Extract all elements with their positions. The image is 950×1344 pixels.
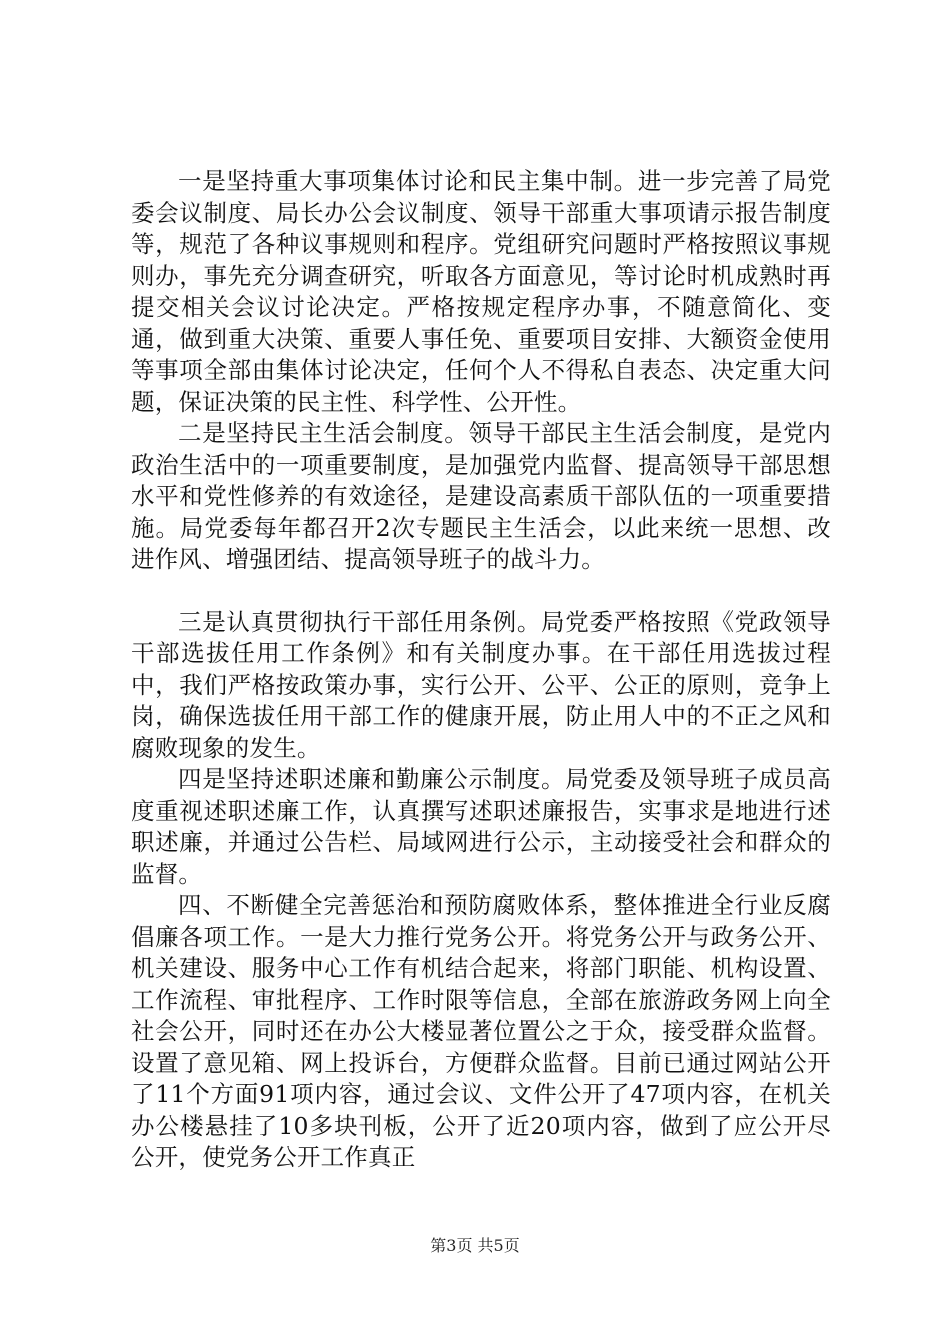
- document-body: [131, 166, 831, 1174]
- paragraph-1: 一是坚持重大事项集体讨论和民主集中制。进一步完善了局党委会议制度、局长办公会议制度、领导干部重大事项请示报告制度等，规范了各种议事规则和程序。党组研究问题时严格按照议事规则办，事先充分调查研究，听取各方面意见，等讨论时机成熟时再提交相关会议讨论决定。严格按规定程序办事，不随意简化、变通，做到重大决策、重要人事任免、重要项目安排、大额资金使用等事项全部由集体讨论决定，任何个人不得私自表态、决定重大问题，保证决策的民主性、科学性、公开性。: [131, 167, 831, 416]
- page-number-footer: 第3页 共5页: [430, 1236, 520, 1255]
- paragraph-3: 三是认真贯彻执行干部任用条例。局党委严格按照《党政领导干部选拔任用工作条例》和有关制度办事。在干部任用选拔过程中，我们严格按政策办事，实行公开、公平、公正的原则，竞争上岗，确保选拔任用干部工作的健康开展，防止用人中的不正之风和腐败现象的发生。: [131, 607, 831, 762]
- paragraph-5: 四、不断健全完善惩治和预防腐败体系，整体推进全行业反腐倡廉各项工作。一是大力推行党务公开。将党务公开与政务公开、机关建设、服务中心工作有机结合起来，将部门职能、机构设置、工作流程、审批程序、工作时限等信息，全部在旅游政务网上向全社会公开，同时还在办公大楼显著位置公之于众，接受群众监督。设置了意见箱、网上投诉台，方便群众监督。目前已通过网站公开了11个方面91项内容，通过会议、文件公开了47项内容，在机关办公楼悬挂了10多块刊板，公开了近20项内容，做到了应公开尽公开，使党务公开工作真正: [131, 891, 831, 1171]
- paragraph-4: 四是坚持述职述廉和勤廉公示制度。局党委及领导班子成员高度重视述职述廉工作，认真撰写述职述廉报告，实事求是地进行述职述廉，并通过公告栏、局域网进行公示，主动接受社会和群众的监督。: [131, 765, 831, 888]
- paragraph-2: 二是坚持民主生活会制度。领导干部民主生活会制度，是党内政治生活中的一项重要制度，是加强党内监督、提高领导干部思想水平和党性修养的有效途径，是建设高素质干部队伍的一项重要措施。局党委每年都召开2次专题民主生活会，以此来统一思想、改进作风、增强团结、提高领导班子的战斗力。: [131, 419, 831, 573]
